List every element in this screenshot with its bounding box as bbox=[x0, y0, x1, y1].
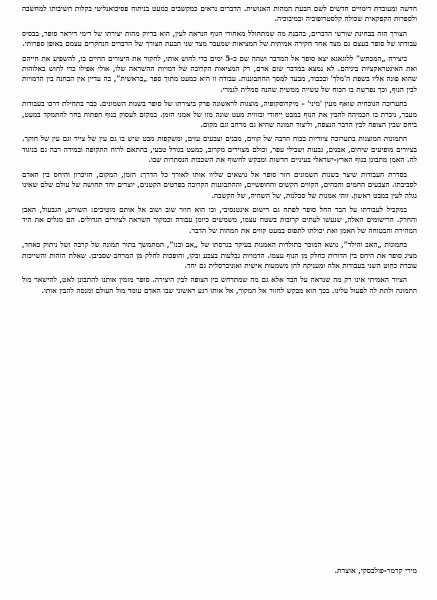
paragraph: חדשה ומעובדת דימויים חדשים לשם הבעת המהות האנושית. הדברים נראים כמקשבים כמעט בניתוח פסיכואנליטי בקלות חשיבותו למחשבה ולספרות הקפקאית שכולה קלסטרופוביה ובמיבוכיה. bbox=[22, 4, 417, 24]
paragraph: התמונות המוצגות בתערוכה ציוריות בכוח הרבה של קווים, מבנים וצבעים עזים, ומשקפות מבט שיש בו גם עין של צייר וגם עין של חוקר. בציורים מופיעים שיחים, אבנים, גבעות ושבילי עפר, וכולם מצוירים מקרוב, כמעט בגודל טבעי, בהתאם לרוח התקופה ובמידה רבה גם בניגוד לה. האמן מתבונן בנוף הארץ-ישראלי בעיניים חדשות ומבקש לחשוף את השכבות הנסתרות שבו. bbox=[22, 134, 417, 165]
paragraph: בסדרת העבודות שיצר בשנות השמונים חזר סופר אל נושאים שליוו אותו לאורך כל הדרך: הזמן, המקום, הזיכרון והיחס בין האדם לסביבתו. הצבעים החמים והכהים, הקווים הקשים והחופשיים, וההתבוננות הקרובה בפרטים הקטנים, יוצרים יחד תחושה של עולם שלם שאינו נגלה לעין במבט ראשון. זוהי אמנות של סבלנות, של השהיה, של הקשבה. bbox=[22, 169, 417, 200]
paragraph: בתמונות „האב והילד”, נושא המוכר בתולדות האמנות בעיקר בגרסתו של „אב ובנו”, המתמשך בתור תמונה של קרבה ושל ניתוק כאחד, מציג סופר את היחס בין הדורות כחלק מן הנוף עצמו. הדמויות נבלעות בצבע ובקו, והופכות לחלק מן המרחב שסביבן. שאלת הזהות והשייכות עוברת כחוט השני בעבודות אלה ומעניקה להן משמעות אישית ואוניברסלית גם יחד. bbox=[22, 240, 417, 270]
paragraph: הציור האמיתי אינו רק מה שנראה על הבד אלא גם מה שמתרחש בין הצופה לבין היצירה. סופר מזמין אותנו להתבונן לאט, להישאר מול התמונה ולתת לה לפעול עלינו. בכך הוא מבקש לחזור אל המקור, אל אותו רגע ראשוני שבו האדם עומד מול העולם ומנסה להבין אותו. bbox=[22, 275, 417, 295]
paragraph: ביצירה „המכתש” ללוגאגא יצא סופר אל המדבר ושהה שם כ-5 ימים כדי לחוש אותו, לחקור את היצורים החיים בו, להשפיע את חייהם ואת האינטראקציות ביניהם. לא נמצא במדבר שום אדם, רק המציאות הקרובה של דמויות ההשראה שלו, אולי אפילו כדי לחוש באלוהות שהוא פונה אליו בשפת ה'מלך' ובכבוד, מבעד למסך ההתבוננות. עבודה זו היא כמעט מתוך ספר „בראשית”, בה עדיין אין הבחנה בין הדמויות לבין הנוף, וכך נפרשת בו הכוח של עשייה ממשית שהנה סמלית לגמרי. bbox=[22, 53, 417, 94]
paragraph: הצורך הזה בבחינת שורשי הדברים, בהבנת מה שמתחולל מאחורי הגוף הנראה לעין, הוא בדיוק מהות יצירתו של דימי דיראר סופר, בבסיס עבודתו של סופר בעצם גם מצד אחד חקירה אמיתית של המציאות שמעבר מצד שני הבעת הצורך של הדברים הנחקרים עצמם באופן ספרותי. bbox=[22, 28, 417, 49]
paragraph: במקביל לעבודתו על הבד החל סופר לפתח גם רישום אינטנסיבי, ובו הוא חוזר שוב ושוב אל אותם מוטיבים: השורש, הגבעול, האבן והחרק. הרישומים האלה, שנעשו לעתים קרובות בשטח עצמו, משמשים כיומן עבודה וכמקור השראה לציורים הגדולים. הם מגלים את היד המהירה והבטוחה של האמן ואת יכולתו לתפוס במעט קווים את המהות של הדבר. bbox=[22, 204, 417, 235]
author-signature: מירי קרמר-פולבסקי, אוצרת. bbox=[334, 566, 417, 575]
paragraph: בתערוכה הנוכחית שואף מעין 'מיני' – מיקרוסקופיה, מוצגות לראשונה פרק ביצירתו של סופר בשנות השמונים. כבר בתחילת דרכו בעבודות מעבר, ניכרת בו הכמיהה להבין את הנוף במבט ייחודי ובזווית מעט שונה מזו של אמני הזמן. במקום לעסוק בנוף הפתוח בחר להתמקד במעט, ביחס שבין הצופה לבין הדבר הנצפה, וליצור תמונה שהיא גם מרחב וגם מקום. bbox=[22, 99, 417, 130]
article-body bbox=[22, 4, 417, 300]
